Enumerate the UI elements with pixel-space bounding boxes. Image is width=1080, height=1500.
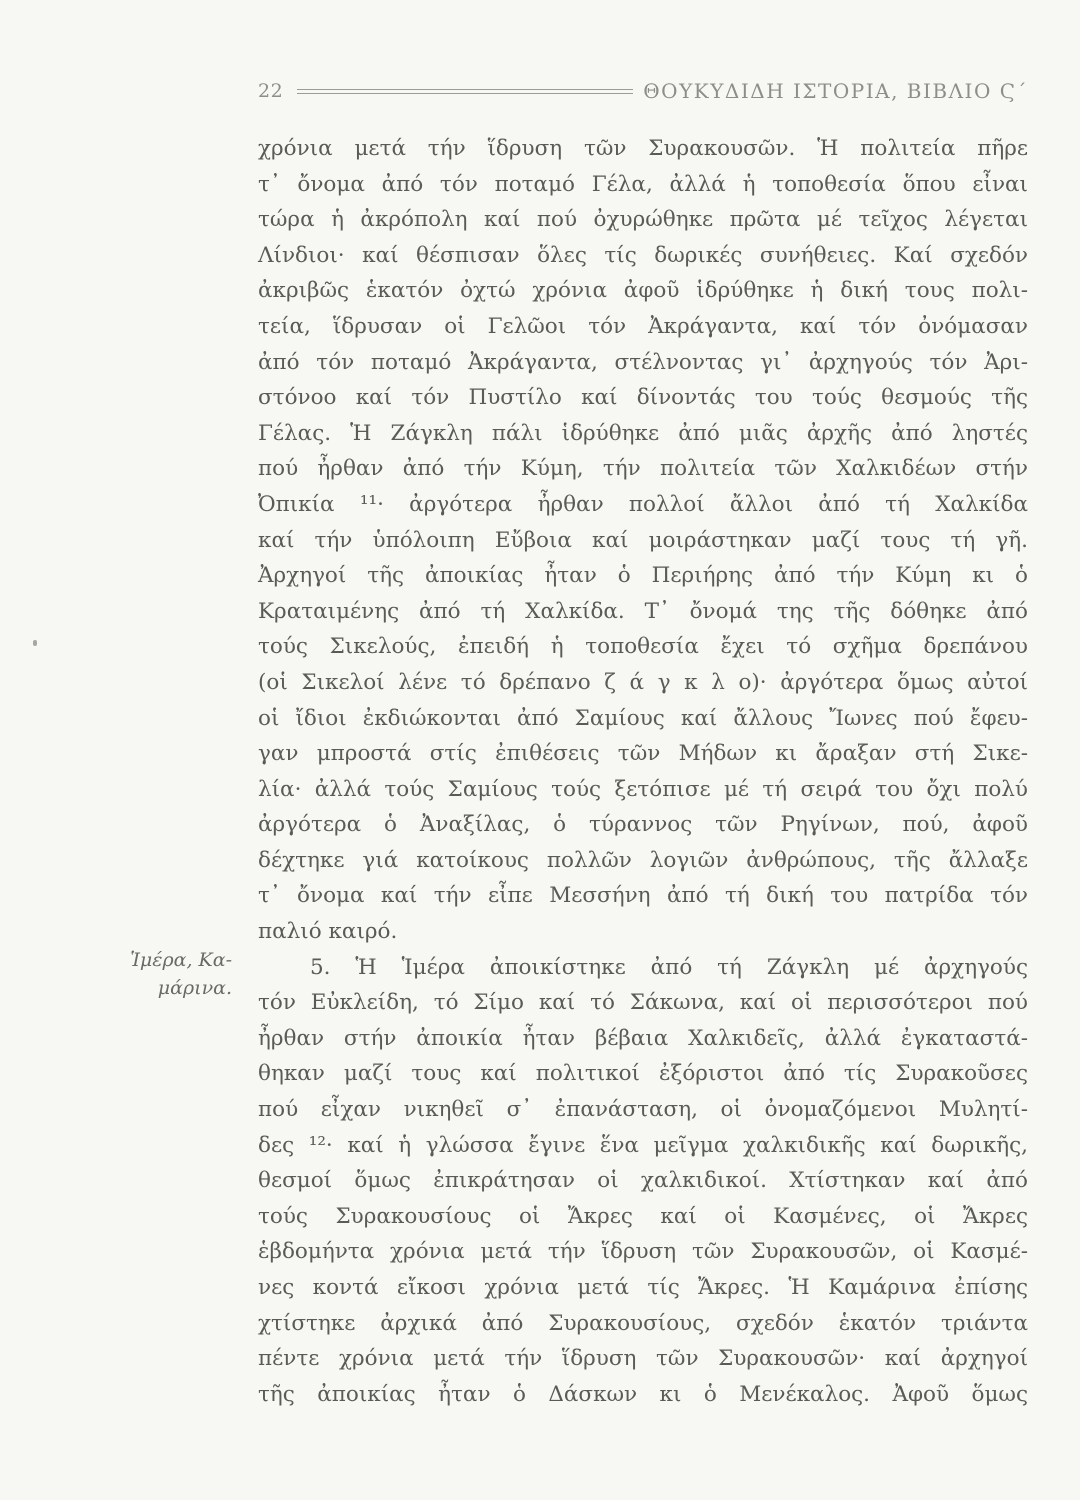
page-header: [258, 76, 1028, 106]
text-line: Γέλας. Ἡ Ζάγκλη πάλι ἱδρύθηκε ἀπό μιᾶς ἀρχῆς ἀπό ληστές: [258, 420, 1028, 446]
text-line: θηκαν μαζί τους καί πολιτικοί ἐξόριστοι ἀπό τίς Συρακοῦσες: [258, 1061, 1028, 1087]
text-line: Ὀπικία ¹¹· ἀργότερα ἦρθαν πολλοί ἄλλοι ἀπό τή Χαλκίδα: [258, 491, 1028, 517]
text-line: δες ¹²· καί ἡ γλώσσα ἔγινε ἕνα μεῖγμα χαλκιδικῆς καί δωρικῆς,: [258, 1132, 1028, 1158]
text-line: πού ἦρθαν ἀπό τήν Κύμη, τήν πολιτεία τῶν Χαλκιδέων στήν: [258, 456, 1028, 482]
page-number: 22: [258, 80, 284, 102]
text-line: χρόνια μετά τήν ἵδρυση τῶν Συρακουσῶν. Ἡ πολιτεία πῆρε: [258, 136, 1028, 161]
scan-speck: [33, 640, 37, 646]
margin-note-line: μάρινα.: [157, 977, 232, 999]
text-line: Κραταιμένης ἀπό τή Χαλκίδα. Τ᾿ ὄνομά της τῆς δόθηκε ἀπό: [258, 598, 1028, 624]
text-line: τώρα ἡ ἀκρόπολη καί πού ὀχυρώθηκε πρῶτα μέ τεῖχος λέγεται: [258, 207, 1028, 233]
text-line: ἦρθαν στήν ἀποικία ἦταν βέβαια Χαλκιδεῖς, ἀλλά ἐγκαταστά-: [258, 1025, 1028, 1051]
text-line: στόνοο καί τόν Πυστίλο καί δίνοντάς του τούς θεσμούς τῆς: [258, 385, 1028, 411]
text-line: δέχτηκε γιά κατοίκους πολλῶν λογιῶν ἀνθρώπους, τῆς ἄλλαξε: [258, 847, 1028, 873]
text-line: πέντε χρόνια μετά τήν ἵδρυση τῶν Συρακουσῶν· καί ἀρχηγοί: [258, 1346, 1028, 1372]
text-line: θεσμοί ὅμως ἐπικράτησαν οἱ χαλκιδικοί. Χτίστηκαν καί ἀπό: [258, 1168, 1028, 1194]
text-line: παλιό καιρό.: [258, 919, 398, 945]
text-line: νες κοντά εἴκοσι χρόνια μετά τίς Ἄκρες. Ἡ Καμάρινα ἐπίσης: [258, 1275, 1028, 1300]
text-line: Λίνδιοι· καί θέσπισαν ὅλες τίς δωρικές συνήθειες. Καί σχεδόν: [258, 242, 1028, 268]
text-line: τούς Σικελούς, ἐπειδή ἡ τοποθεσία ἔχει τό σχῆμα δρεπάνου: [258, 634, 1028, 660]
text-line: γαν μπροστά στίς ἐπιθέσεις τῶν Μήδων κι ἄραξαν στή Σικε-: [258, 741, 1028, 767]
text-line: (οἱ Σικελοί λένε τό δρέπανο ζ ά γ κ λ ο)· ἀργότερα ὅμως αὐτοί: [258, 669, 1028, 695]
section-5-start-line: 5. Ἡ Ἱμέρα ἀποικίστηκε ἀπό τή Ζάγκλη μέ ἀρχηγούς: [310, 954, 1028, 980]
text-line: καί τήν ὑπόλοιπη Εὔβοια καί μοιράστηκαν μαζί τους τή γῆ.: [258, 527, 1028, 553]
running-head: ΘΟΥΚΥΔΙΔΗ ΙΣΤΟΡΙΑ, ΒΙΒΛΙΟ Ϛ΄: [643, 79, 1028, 103]
body-text: [258, 131, 1028, 1412]
text-line: πού εἶχαν νικηθεῖ σ᾿ ἐπανάσταση, οἱ ὀνομαζόμενοι Μυλητί-: [258, 1097, 1028, 1123]
text-line: τούς Συρακουσίους οἱ Ἄκρες καί οἱ Κασμένες, οἱ Ἄκρες: [258, 1203, 1028, 1229]
text-line: τεία, ἵδρυσαν οἱ Γελῶοι τόν Ἀκράγαντα, καί τόν ὀνόμασαν: [258, 313, 1028, 339]
text-line: ἀκριβῶς ἑκατόν ὀχτώ χρόνια ἀφοῦ ἱδρύθηκε ἡ δική τους πολι-: [258, 278, 1028, 304]
margin-note: [60, 946, 232, 1002]
text-line: ἀργότερα ὁ Ἀναξίλας, ὁ τύραννος τῶν Ρηγίνων, πού, ἀφοῦ: [258, 812, 1028, 838]
header-rule: [297, 89, 633, 94]
text-line: χτίστηκε ἀρχικά ἀπό Συρακουσίους, σχεδόν ἑκατόν τριάντα: [258, 1310, 1028, 1336]
text-line: Ἀρχηγοί τῆς ἀποικίας ἦταν ὁ Περιήρης ἀπό τήν Κύμη κι ὁ: [258, 563, 1028, 589]
text-line: ἑβδομήντα χρόνια μετά τήν ἵδρυση τῶν Συρακουσῶν, οἱ Κασμέ-: [258, 1239, 1028, 1265]
text-line: οἱ ἴδιοι ἐκδιώκονται ἀπό Σαμίους καί ἄλλους Ἴωνες πού ἔφευ-: [258, 705, 1028, 731]
text-line: τόν Εὐκλείδη, τό Σίμο καί τό Σάκωνα, καί οἱ περισσότεροι πού: [258, 990, 1028, 1016]
text-line: ἀπό τόν ποταμό Ἀκράγαντα, στέλνοντας γι᾿ ἀρχηγούς τόν Ἀρι-: [258, 349, 1028, 375]
text-line: λία· ἀλλά τούς Σαμίους τούς ξετόπισε μέ τή σειρά του ὄχι πολύ: [258, 776, 1028, 802]
margin-note-line: Ἱμέρα, Κα-: [130, 949, 232, 971]
text-line: τ᾿ ὄνομα ἀπό τόν ποταμό Γέλα, ἀλλά ἡ τοποθεσία ὅπου εἶναι: [258, 171, 1028, 197]
text-line: τ᾿ ὄνομα καί τήν εἶπε Μεσσήνη ἀπό τή δική του πατρίδα τόν: [258, 883, 1028, 909]
text-line: τῆς ἀποικίας ἦταν ὁ Δάσκων κι ὁ Μενέκαλος. Ἀφοῦ ὅμως: [258, 1381, 1028, 1407]
